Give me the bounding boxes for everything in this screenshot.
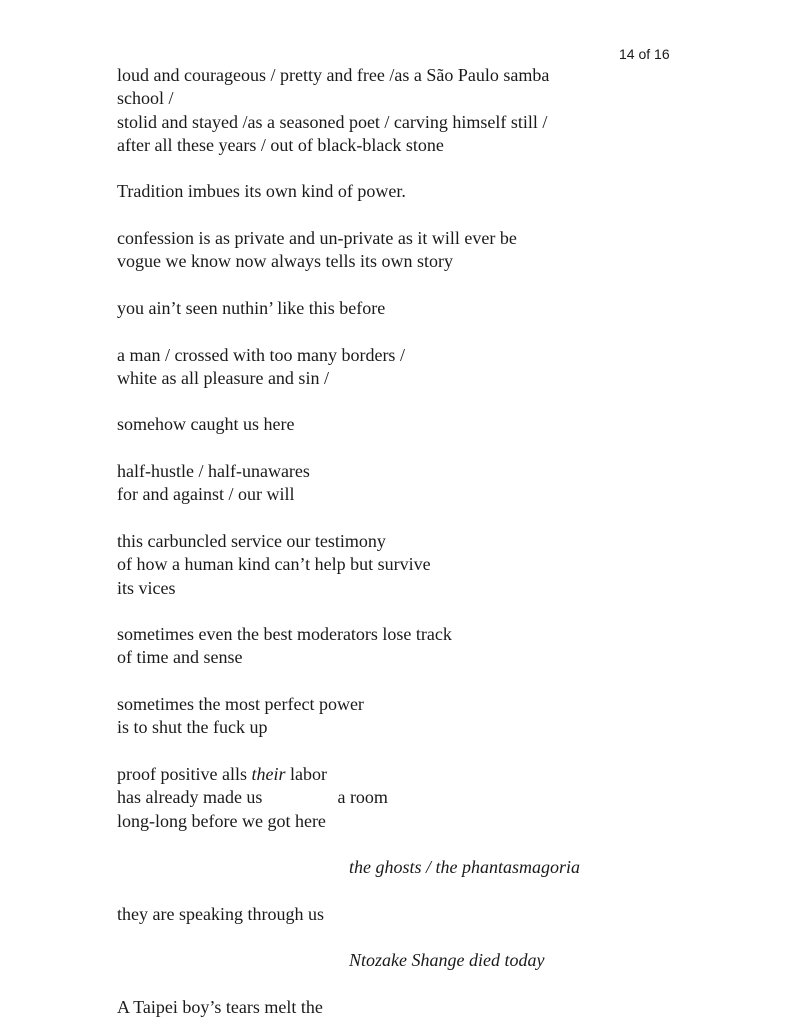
stanza-1 [117,64,677,157]
poem-line: white as all pleasure and sin / [117,367,329,388]
stanza-gap [117,437,677,460]
stanza-gap [117,157,677,180]
poem-line: this carbuncled service our testimony [117,530,386,551]
stanza-12 [117,856,677,879]
poem-line: of time and sense [117,647,243,668]
poem-line: its vices [117,577,176,598]
poem-line: they are speaking through us [117,903,324,924]
poem-text: proof positive alls [117,763,252,784]
poem-line: long-long before we got here [117,810,326,831]
poem-line-italic: the ghosts / the phantasmagoria [349,857,581,878]
stanza-6 [117,413,677,436]
stanza-gap [117,204,677,227]
stanza-3 [117,227,677,274]
page-number: 14 of 16 [619,46,670,62]
stanza-gap [117,879,677,902]
stanza-gap [117,274,677,297]
poem-line: confession is as private and un-private as it will ever be [117,228,517,249]
poem-text: has already made us [117,787,263,808]
stanza-gap [117,973,677,996]
poem-body [117,64,677,1019]
stanza-15 [117,996,677,1019]
poem-line: somehow caught us here [117,414,295,435]
poem-line: sometimes even the best moderators lose track [117,624,452,645]
stanza-gap [117,926,677,949]
stanza-2 [117,180,677,203]
poem-line: a man / crossed with too many borders / [117,344,405,365]
stanza-13 [117,903,677,926]
poem-line: sometimes the most perfect power [117,694,364,715]
poem-line [117,786,677,809]
stanza-10 [117,693,677,740]
poem-text: a room [337,787,388,808]
stanza-gap [117,600,677,623]
poem-text: labor [285,763,327,784]
stanza-gap [117,320,677,343]
stanza-gap [117,507,677,530]
poem-line: A Taipei boy’s tears melt the [117,996,323,1017]
stanza-gap [117,390,677,413]
stanza-5 [117,344,677,391]
poem-line-italic: Ntozake Shange died today [349,950,545,971]
poem-line: vogue we know now always tells its own story [117,251,453,272]
poem-line: after all these years / out of black-black stone [117,134,444,155]
emphasis-text: their [251,763,286,784]
poem-line: school / [117,88,174,109]
stanza-9 [117,623,677,670]
poem-line: is to shut the fuck up [117,717,268,738]
poem-line: Tradition imbues its own kind of power. [117,181,406,202]
stanza-gap [117,740,677,763]
poem-line: half-hustle / half-unawares [117,461,310,482]
stanza-gap [117,833,677,856]
stanza-8 [117,530,677,600]
stanza-gap [117,670,677,693]
stanza-11 [117,763,677,833]
stanza-4 [117,297,677,320]
poem-line: of how a human kind can’t help but survive [117,554,431,575]
stanza-14 [117,949,677,972]
stanza-7 [117,460,677,507]
poem-line: loud and courageous / pretty and free /as a São Paulo samba [117,65,550,85]
poem-line: for and against / our will [117,484,295,505]
poem-line: you ain’t seen nuthin’ like this before [117,297,386,318]
poem-line [117,763,677,786]
poem-line: stolid and stayed /as a seasoned poet / carving himself still / [117,111,548,132]
